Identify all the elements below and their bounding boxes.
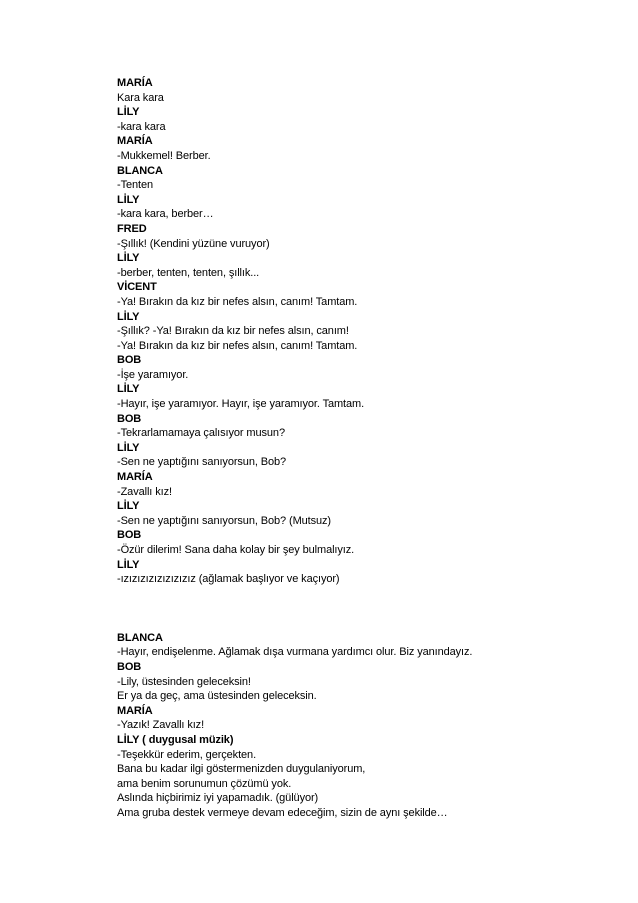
speaker-name: LİLY <box>117 252 140 265</box>
speaker-name: LİLY <box>117 383 140 396</box>
speaker-name: BOB <box>117 354 142 367</box>
speaker-name: FRED <box>117 222 147 235</box>
dialogue-line: -Şıllık? -Ya! Bırakın da kız bir nefes alsın, canım! <box>117 325 349 338</box>
dialogue-line: -Hayır, endişelenme. Ağlamak dışa vurmana yardımcı olur. Biz yanındayız. <box>117 646 473 659</box>
speaker-name: MARÍA <box>117 704 153 717</box>
speaker-name: VİCENT <box>117 281 157 294</box>
dialogue-line: -ızızızızızızızızız (ağlamak başlıyor ve kaçıyor) <box>117 573 340 586</box>
dialogue-line: -Özür dilerim! Sana daha kolay bir şey bulmalıyız. <box>117 544 355 556</box>
dialogue-line: Kara kara <box>117 91 164 104</box>
dialogue-line: Er ya da geç, ama üstesinden geleceksin. <box>117 690 317 703</box>
dialogue-line: -Ya! Bırakın da kız bir nefes alsın, canım! Tamtam. <box>117 339 358 352</box>
dialogue-block-1 <box>117 76 587 587</box>
script-page <box>117 76 587 821</box>
speaker-name: MARÍA <box>117 77 153 89</box>
dialogue-line: -İşe yaramıyor. <box>117 368 189 381</box>
speaker-name: BLANCA <box>117 164 163 177</box>
dialogue-line: -Teşekkür ederim, gerçekten. <box>117 748 257 761</box>
dialogue-line: -Sen ne yaptığını sanıyorsun, Bob? (Mutsuz) <box>117 514 331 527</box>
speaker-name: LİLY <box>117 441 140 454</box>
speaker-name: LİLY ( duygusal müzik) <box>117 733 234 746</box>
speaker-name: BOB <box>117 660 142 673</box>
dialogue-line: -Lily, üstesinden geleceksin! <box>117 675 251 688</box>
dialogue-line: -Tekrarlamamaya çalısıyor musun? <box>117 427 285 440</box>
dialogue-line: -kara kara <box>117 120 166 133</box>
speaker-name: LİLY <box>117 500 140 513</box>
speaker-name: BOB <box>117 412 142 425</box>
speaker-name: LİLY <box>117 558 140 571</box>
dialogue-line: -Tenten <box>117 179 153 192</box>
dialogue-block-2 <box>117 631 587 821</box>
dialogue-line: -Ya! Bırakın da kız bir nefes alsın, canım! Tamtam. <box>117 295 358 308</box>
dialogue-line: -kara kara, berber… <box>117 208 214 221</box>
speaker-name: LİLY <box>117 193 140 206</box>
dialogue-line: -Şıllık! (Kendini yüzüne vuruyor) <box>117 237 270 250</box>
dialogue-line: Bana bu kadar ilgi göstermenizden duygulaniyorum, <box>117 763 366 776</box>
speaker-name: MARÍA <box>117 135 153 148</box>
dialogue-line: -Mukkemel! Berber. <box>117 149 211 162</box>
dialogue-line: Ama gruba destek vermeye devam edeceğim, sizin de aynı şekilde… <box>117 806 448 819</box>
dialogue-line: -berber, tenten, tenten, şıllık... <box>117 266 260 279</box>
dialogue-line: -Hayır, işe yaramıyor. Hayır, işe yaramıyor. Tamtam. <box>117 398 365 411</box>
speaker-name: BOB <box>117 529 142 542</box>
speaker-name: LİLY <box>117 310 140 323</box>
section-gap <box>117 587 587 631</box>
dialogue-line: Aslında hiçbirimiz iyi yapamadık. (gülüyor) <box>117 792 319 805</box>
speaker-name: BLANCA <box>117 631 163 644</box>
dialogue-line: -Zavallı kız! <box>117 485 172 498</box>
dialogue-line: ama benim sorunumun çözümü yok. <box>117 777 292 790</box>
dialogue-line: -Sen ne yaptığını sanıyorsun, Bob? <box>117 456 287 469</box>
dialogue-line: -Yazık! Zavallı kız! <box>117 719 205 732</box>
speaker-name: LİLY <box>117 106 140 119</box>
speaker-name: MARÍA <box>117 471 153 484</box>
